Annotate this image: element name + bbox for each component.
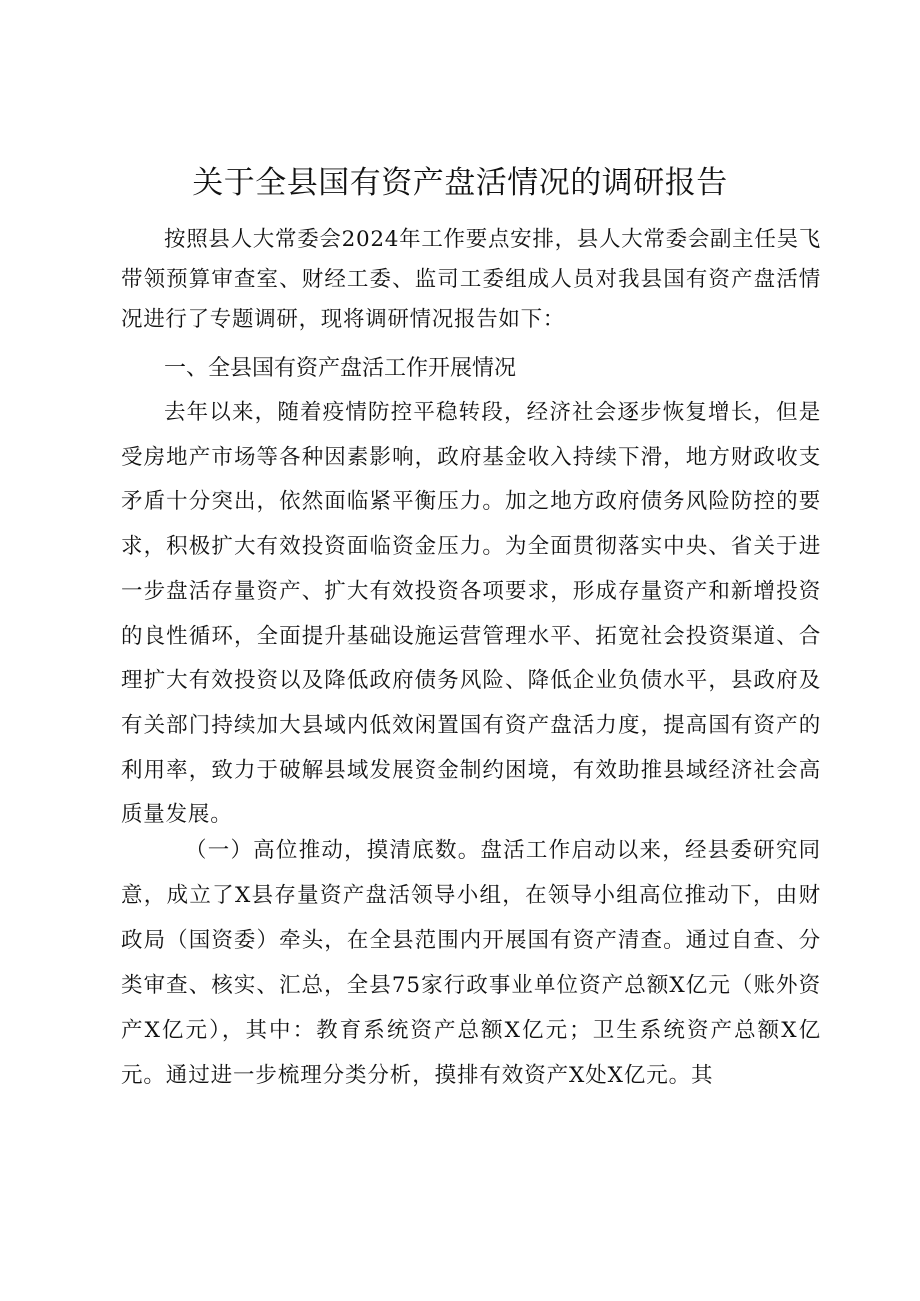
subsection-paragraph: （一）高位推动，摸清底数。盘活工作启动以来，经县委研究同意，成立了X县存量资产盘活领导小组，在领导小组高位推动下，由财政局（国资委）牵头，在全县范围内开展国有资产清查。通过自查、分类审查、核实、汇总，全县75家行政事业单位资产总额X亿元（账外资产X亿元），其中：教育系统资产总额X亿元；卫生系统资产总额X亿元。通过进一步梳理分类分析，摸排有效资产X处X亿元。其 (121, 838, 821, 1088)
intro-paragraph: 按照县人大常委会2024年工作要点安排，县人大常委会副主任吴飞带领预算审查室、财经工委、监司工委组成人员对我县国有资产盘活情况进行了专题调研，现将调研情况报告如下： (121, 227, 821, 332)
section-paragraph: 去年以来，随着疫情防控平稳转段，经济社会逐步恢复增长，但是受房地产市场等各种因素影响，政府基金收入持续下滑，地方财政收支矛盾十分突出，依然面临紧平衡压力。加之地方政府债务风险防控的要求，积极扩大有效投资面临资金压力。为全面贯彻落实中央、省关于进一步盘活存量资产、扩大有效投资各项要求，形成存量资产和新增投资的良性循环，全面提升基础设施运营管理水平、拓宽社会投资渠道、合理扩大有效投资以及降低政府债务风险、降低企业负债水平，县政府及有关部门持续加大县域内低效闲置国有资产盘活力度，提高国有资产的利用率，致力于破解县域发展资金制约困境，有效助推县域经济社会高质量发展。 (121, 400, 821, 828)
document-title: 关于全县国有资产盘活情况的调研报告 (192, 165, 728, 201)
section-heading: 一、全县国有资产盘活工作开展情况 (164, 356, 517, 381)
